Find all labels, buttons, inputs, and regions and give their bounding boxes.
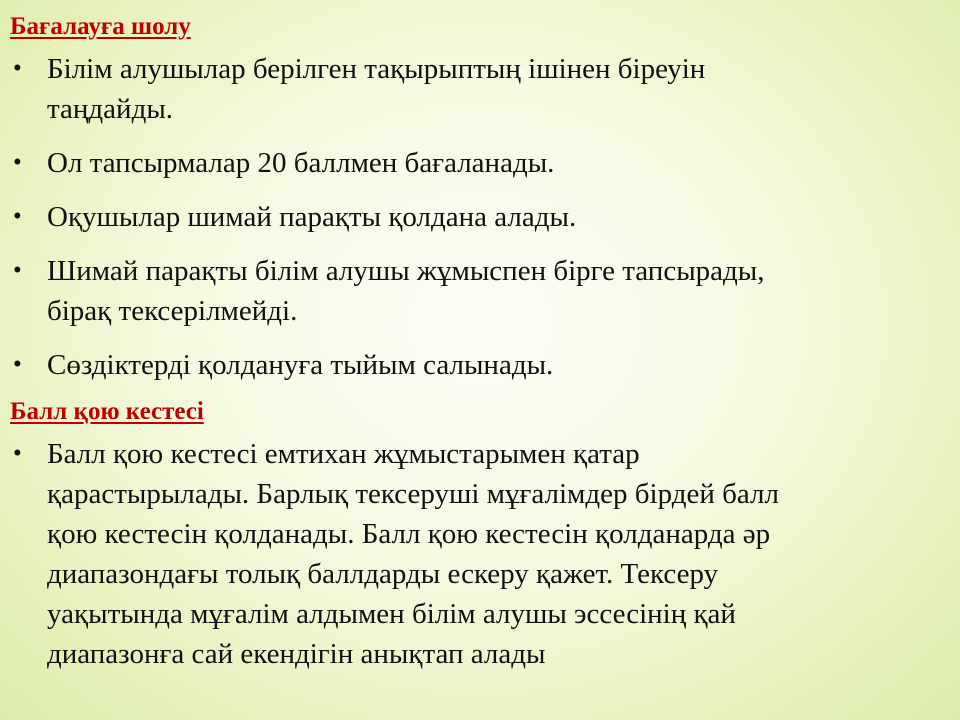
list-item <box>10 345 930 385</box>
bullet-icon: • <box>13 351 22 378</box>
bullet-icon: • <box>13 257 22 284</box>
text-line: уақытында мұғалім алдымен білім алушы эссесінің қай <box>47 598 736 630</box>
bullet-icon: • <box>13 55 22 82</box>
bullet-list <box>10 434 930 674</box>
list-item <box>10 49 930 129</box>
section-overview <box>10 10 930 385</box>
list-item <box>10 434 930 674</box>
text-line: Шимай парақты білім алушы жұмыспен бірге тапсырады, <box>47 255 765 287</box>
list-item <box>10 197 930 237</box>
bullet-icon: • <box>13 203 22 230</box>
text-line: бірақ тексерілмейді. <box>47 295 298 327</box>
section-scoring-table <box>10 395 930 674</box>
text-line: қарастырылады. Барлық тексеруші мұғалімдер бірдей балл <box>47 478 779 510</box>
bullet-icon: • <box>13 149 22 176</box>
text-line: диапазондағы толық баллдарды ескеру қажет. Тексеру <box>47 558 719 590</box>
text-line: диапазонға сай екендігін анықтап алады <box>47 638 546 670</box>
bullet-list <box>10 49 930 385</box>
text-line: Оқушылар шимай парақты қолдана алады. <box>47 201 577 233</box>
list-item <box>10 143 930 183</box>
text-line: Сөздіктерді қолдануға тыйым салынады. <box>47 349 554 381</box>
bullet-icon: • <box>13 440 22 467</box>
text-line: Ол тапсырмалар 20 баллмен бағаланады. <box>47 147 555 179</box>
list-item <box>10 251 930 331</box>
text-line: қою кестесін қолданады. Балл қою кестесін қолданарда әр <box>47 518 771 550</box>
section-heading: Балл қою кестесі <box>10 398 204 425</box>
text-line: Білім алушылар берілген тақырыптың ішінен біреуін <box>47 53 706 85</box>
section-heading: Бағалауға шолу <box>10 13 191 40</box>
text-line: таңдайды. <box>47 93 174 125</box>
text-line: Балл қою кестесі емтихан жұмыстарымен қатар <box>47 438 640 470</box>
